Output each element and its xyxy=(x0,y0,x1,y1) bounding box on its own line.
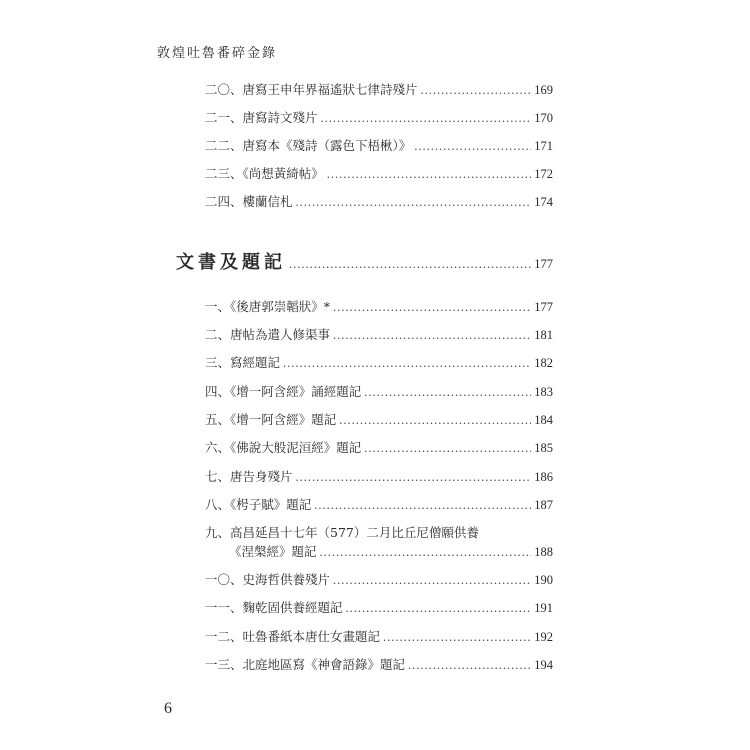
leader-dots xyxy=(414,139,531,154)
leader-dots xyxy=(333,573,531,588)
leader-dots xyxy=(289,257,531,272)
toc-entry-page: 172 xyxy=(534,167,553,181)
leader-dots xyxy=(333,328,531,343)
toc-entry-title: 八、《枵子賦》題記 xyxy=(205,497,312,512)
toc-entry-page: 182 xyxy=(534,356,553,370)
leader-dots xyxy=(327,167,531,182)
leader-dots xyxy=(408,658,531,673)
toc-entry-page: 169 xyxy=(534,83,553,97)
toc-entry[interactable] xyxy=(205,467,553,487)
toc-entry[interactable] xyxy=(205,353,553,373)
section-heading[interactable] xyxy=(176,248,553,274)
toc-entry[interactable] xyxy=(205,192,553,212)
leader-dots xyxy=(296,195,532,210)
toc-entry-title: 五、《增一阿含經》題記 xyxy=(205,412,337,427)
leader-dots xyxy=(383,630,531,645)
toc-entry-title: 六、《佛說大般泥洹經》題記 xyxy=(205,440,362,455)
toc-entry[interactable] xyxy=(205,438,553,458)
toc-entry-page: 181 xyxy=(534,328,553,342)
leader-dots xyxy=(321,111,532,126)
toc-entry[interactable] xyxy=(205,655,553,675)
toc-entry-page: 177 xyxy=(534,300,553,314)
leader-dots xyxy=(320,545,532,560)
running-title: 敦煌吐魯番碎金錄 xyxy=(157,46,278,61)
toc-entry-title: 一二、吐魯番紙本唐仕女畫題記 xyxy=(205,629,381,644)
toc-entry-title: 二〇、唐寫王申年界福遙狀七律詩殘片 xyxy=(205,82,418,97)
toc-entry[interactable] xyxy=(205,382,553,402)
leader-dots xyxy=(333,300,531,315)
toc-entry[interactable] xyxy=(205,410,553,430)
toc-entry[interactable] xyxy=(205,164,553,184)
toc-entry-title: 四、《增一阿含經》誦經題記 xyxy=(205,384,362,399)
toc-entry-page: 190 xyxy=(534,573,553,587)
toc-entry-page: 186 xyxy=(534,470,553,484)
toc-entry-page: 191 xyxy=(534,601,553,615)
toc-entry[interactable] xyxy=(205,108,553,128)
toc-entry-page: 171 xyxy=(534,139,553,153)
toc-entry-page: 174 xyxy=(534,195,553,209)
toc-entry-title: 二一、唐寫詩文殘片 xyxy=(205,110,318,125)
toc-entry-title-line1[interactable]: 九、高昌延昌十七年（577）二月比丘尼僧願供養 xyxy=(205,525,479,540)
toc-entry-page: 170 xyxy=(534,111,553,125)
toc-entry-page: 188 xyxy=(534,545,553,559)
toc-entry-title-line2: 《涅槃經》題記 xyxy=(229,544,317,559)
toc-entry[interactable] xyxy=(205,598,553,618)
leader-dots xyxy=(421,83,532,98)
toc-entry-title: 一、《後唐郭崇韜狀》* xyxy=(205,299,331,314)
toc-entry-page: 184 xyxy=(534,413,553,427)
toc-entry[interactable] xyxy=(205,627,553,647)
leader-dots xyxy=(296,470,532,485)
toc-entry-page: 183 xyxy=(534,385,553,399)
toc-entry-title: 二二、唐寫本《殘詩（露色下梧楸）》 xyxy=(205,138,412,153)
toc-entry[interactable] xyxy=(229,542,553,562)
section-title: 文書及題記 xyxy=(176,252,286,273)
toc-entry-title: 二、唐帖為遣人修渠事 xyxy=(205,327,331,342)
toc-entry-title: 七、唐告身殘片 xyxy=(205,469,293,484)
toc-entry-title: 一〇、史海哲供養殘片 xyxy=(205,572,331,587)
toc-entry-page: 192 xyxy=(534,630,553,644)
page-number: 6 xyxy=(164,700,172,717)
toc-entry-title: 三、寫經題記 xyxy=(205,355,281,370)
toc-entry-page: 185 xyxy=(534,441,553,455)
leader-dots xyxy=(364,385,531,400)
leader-dots xyxy=(339,413,531,428)
toc-entry-page: 194 xyxy=(534,658,553,672)
leader-dots xyxy=(346,601,532,616)
toc-entry[interactable] xyxy=(205,325,553,345)
toc-entry[interactable] xyxy=(205,297,553,317)
toc-entry-title: 一一、麴乾固供養經題記 xyxy=(205,600,343,615)
toc-entry[interactable] xyxy=(205,495,553,515)
leader-dots xyxy=(314,498,531,513)
toc-entry-title: 二四、樓蘭信札 xyxy=(205,194,293,209)
toc-entry[interactable] xyxy=(205,570,553,590)
leader-dots xyxy=(364,441,531,456)
toc-entry-title: 一三、北庭地區寫《神會語錄》題記 xyxy=(205,657,406,672)
leader-dots xyxy=(283,356,531,371)
toc-entry-page: 187 xyxy=(534,498,553,512)
toc-entry[interactable] xyxy=(205,136,553,156)
toc-entry-title: 二三、《尚想黃綺帖》 xyxy=(205,166,324,181)
section-page: 177 xyxy=(534,257,553,271)
toc-entry[interactable] xyxy=(205,80,553,100)
